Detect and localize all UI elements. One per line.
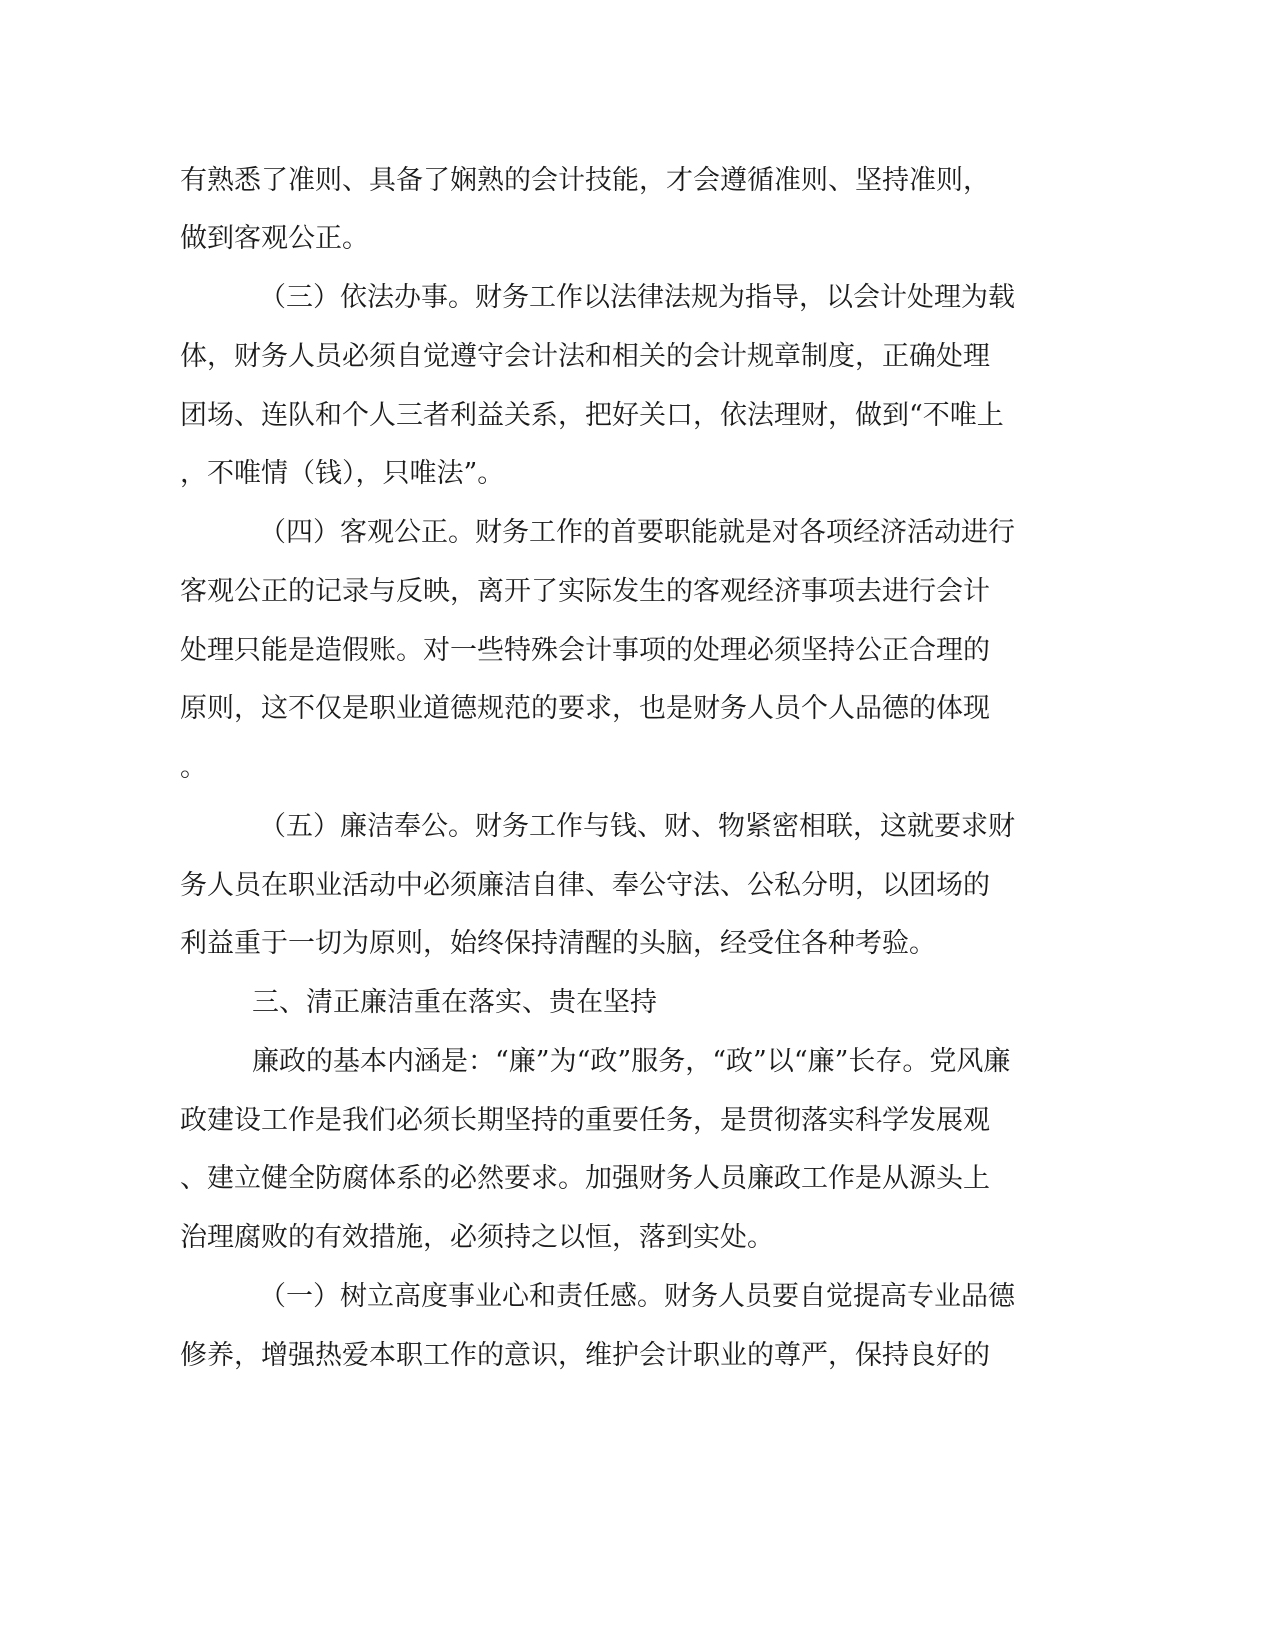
text-line: （一）树立高度事业心和责任感。财务人员要自觉提高专业品德 [259, 1281, 1015, 1312]
text-line: 政建设工作是我们必须长期坚持的重要任务，是贯彻落实科学发展观 [180, 1105, 990, 1136]
text-line: （四）客观公正。财务工作的首要职能就是对各项经济活动进行 [259, 517, 1015, 548]
section-heading: 三、清正廉洁重在落实、贵在坚持 [252, 987, 657, 1018]
text-line: 务人员在职业活动中必须廉洁自律、奉公守法、公私分明，以团场的 [180, 870, 990, 901]
text-line: 利益重于一切为原则，始终保持清醒的头脑，经受住各种考验。 [180, 928, 936, 959]
text-line: 原则，这不仅是职业道德规范的要求，也是财务人员个人品德的体现 [180, 693, 990, 724]
text-line: 体，财务人员必须自觉遵守会计法和相关的会计规章制度，正确处理 [180, 341, 990, 372]
text-line: 做到客观公正。 [180, 223, 369, 254]
text-line: 廉政的基本内涵是：“廉”为“政”服务，“政”以“廉”长存。党风廉 [252, 1046, 1011, 1077]
text-line: 治理腐败的有效措施，必须持之以恒，落到实处。 [180, 1222, 774, 1253]
text-line: ，不唯情（钱），只唯法”。 [180, 458, 505, 489]
text-line: （三）依法办事。财务工作以法律法规为指导，以会计处理为载 [259, 282, 1015, 313]
text-line: 客观公正的记录与反映，离开了实际发生的客观经济事项去进行会计 [180, 576, 990, 607]
text-line: 有熟悉了准则、具备了娴熟的会计技能，才会遵循准则、坚持准则， [180, 165, 990, 196]
text-line: 处理只能是造假账。对一些特殊会计事项的处理必须坚持公正合理的 [180, 635, 990, 666]
text-line: （五）廉洁奉公。财务工作与钱、财、物紧密相联，这就要求财 [259, 811, 1015, 842]
text-line: 。 [180, 752, 207, 783]
text-line: 团场、连队和个人三者利益关系，把好关口，依法理财，做到“不唯上 [180, 400, 1004, 431]
text-line: 、建立健全防腐体系的必然要求。加强财务人员廉政工作是从源头上 [180, 1163, 990, 1194]
text-line: 修养，增强热爱本职工作的意识，维护会计职业的尊严，保持良好的 [180, 1340, 990, 1371]
